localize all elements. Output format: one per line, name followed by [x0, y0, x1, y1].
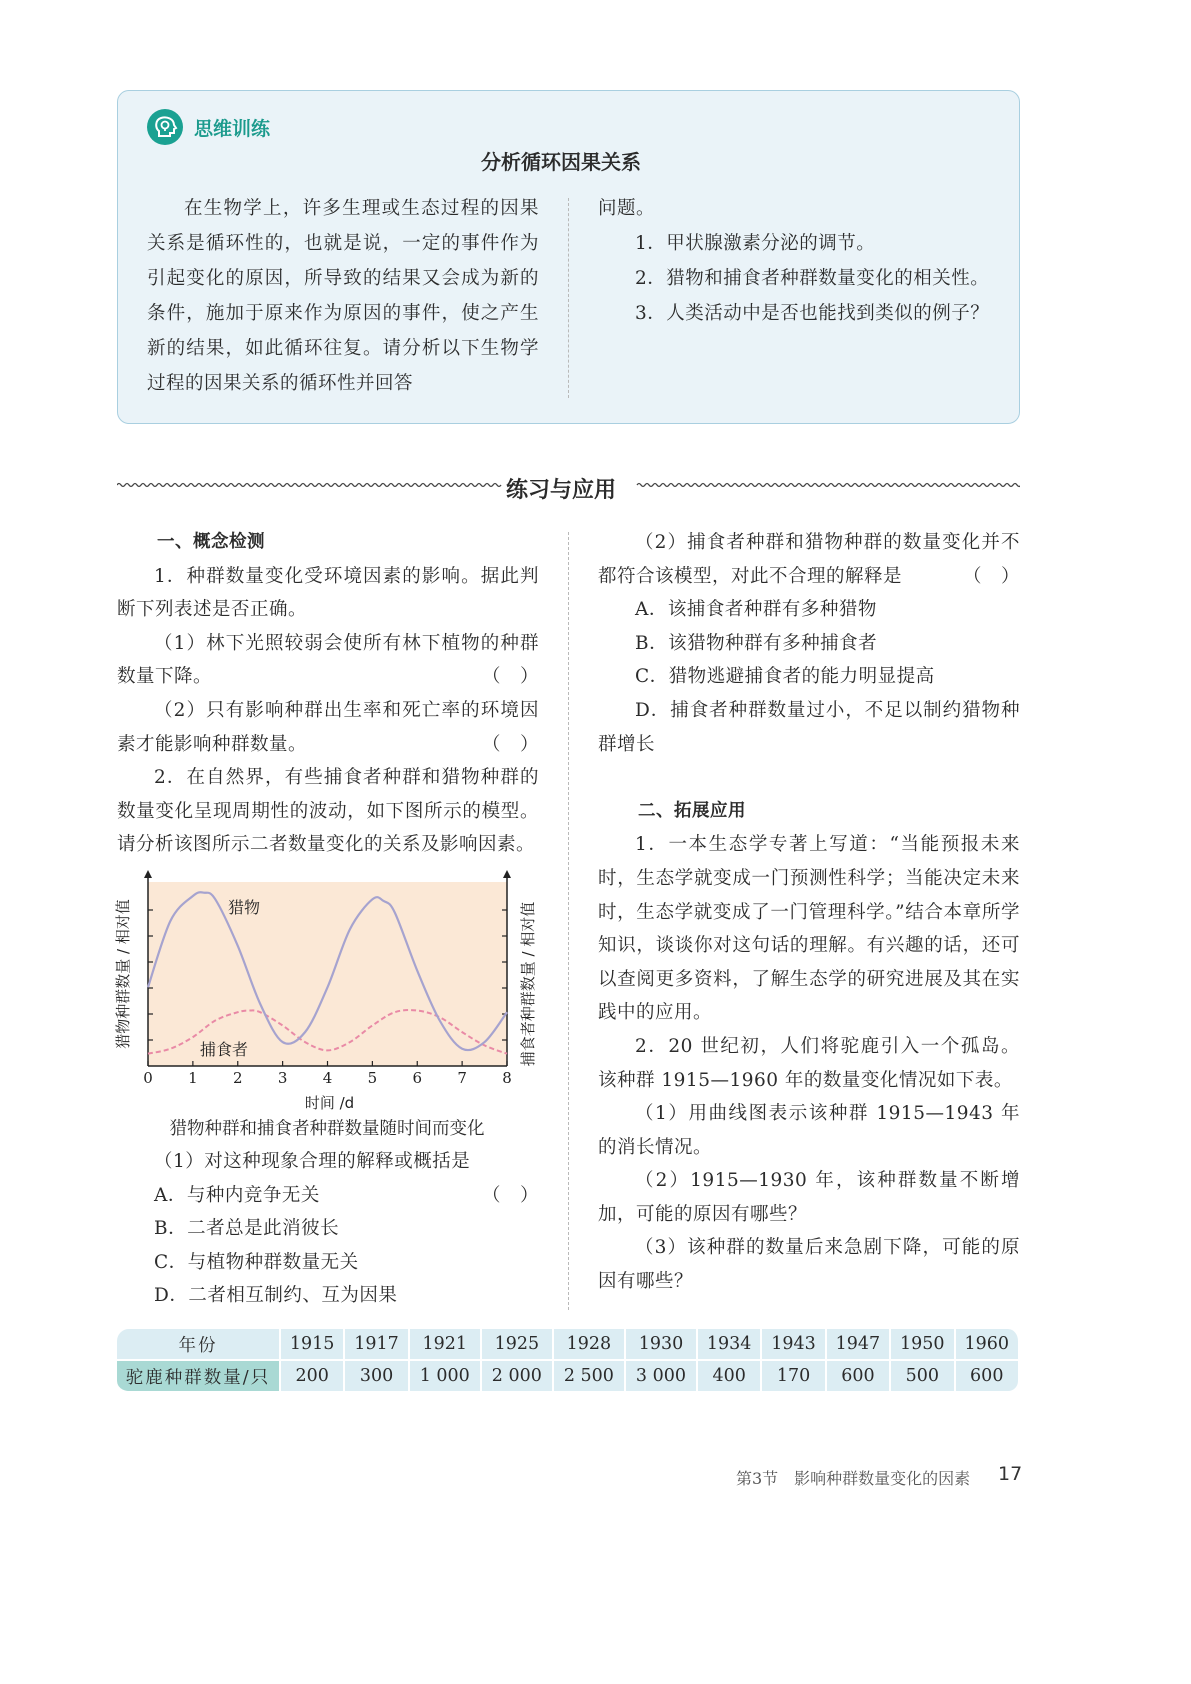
table-cell: 2 000 [482, 1361, 554, 1393]
table-cell: 1943 [762, 1329, 826, 1361]
x-tick-label: 1 [188, 1069, 198, 1087]
heading-concept-check: 一、概念检测 [157, 532, 265, 552]
x-tick-label: 2 [232, 1069, 243, 1087]
x-tick-label: 4 [322, 1069, 333, 1087]
table-cell: 600 [827, 1361, 891, 1393]
x-tick-label: 0 [143, 1069, 153, 1087]
chart-plot-area [148, 882, 507, 1066]
option-d: D．二者相互制约、互为因果 [154, 1285, 398, 1307]
question-1-2: （2）只有影响种群出生率和死亡率的环境因素才能影响种群数量。 （ ） [117, 699, 539, 755]
table-cell: 1947 [827, 1329, 891, 1361]
option-b: B．该猎物种群有多种捕食者 [635, 632, 878, 654]
table-row [117, 1329, 1020, 1361]
table-cell: 1925 [482, 1329, 554, 1361]
thinking-item: 1．甲状腺激素分泌的调节。 [635, 233, 876, 254]
question-2-2: （2）捕食者种群和猎物种群的数量变化并不都符合该模型，对此不合理的解释是 （ ） [598, 532, 1020, 587]
table-cell: 1928 [554, 1329, 626, 1361]
column-divider [568, 198, 569, 398]
table-cell: 170 [762, 1361, 826, 1393]
x-axis-label: 时间 /d [304, 1094, 355, 1112]
option-d: D．捕食者种群数量过小，不足以制约猎物种群增长 [598, 699, 1020, 755]
x-tick-label: 7 [457, 1069, 467, 1087]
right-column [598, 526, 1020, 1299]
table-cell: 2 500 [554, 1361, 626, 1393]
question-2-1: （1）对这种现象合理的解释或概括是 （ ） [154, 1151, 539, 1206]
section-title: 练习与应用 [505, 478, 616, 503]
table-cell: 500 [891, 1361, 955, 1393]
thinking-left-column [147, 191, 539, 401]
column-divider [568, 532, 569, 1310]
thinking-item: 2．猎物和捕食者种群数量变化的相关性。 [635, 268, 990, 289]
extended-question-2-3: （3）该种群的数量后来急剧下降，可能的原因有哪些？ [598, 1237, 1020, 1293]
extended-question-2-2: （2）1915—1930 年，该种群数量不断增加，可能的原因有哪些？ [598, 1170, 1020, 1225]
y-axis-label-right: 捕食者种群数量 / 相对值 [519, 901, 537, 1067]
option-c: C．猎物逃避捕食者的能力明显提高 [635, 666, 935, 688]
table-cell: 1950 [891, 1329, 955, 1361]
table-cell: 1915 [281, 1329, 345, 1361]
table-cell: 200 [281, 1361, 345, 1393]
thinking-label: 思维训练 [194, 118, 271, 140]
x-tick-label: 3 [277, 1069, 288, 1087]
table-cell: 300 [345, 1361, 409, 1393]
extended-question-2-1: （1）用曲线图表示该种群 1915—1943 年的消长情况。 [598, 1103, 1020, 1158]
lightbulb-head-icon [147, 109, 183, 145]
thinking-paragraph: 在生物学上，许多生理或生态过程的因果关系是循环性的，也就是说，一定的事件作为引起变化的原因，所导致的结果又会成为新的条件，施加于原来作为原因的事件，使之产生新的结果，如此循环往复。请分析以下生物学过程的因果关系的循环性并回答 [147, 198, 539, 394]
table-cell: 1930 [626, 1329, 698, 1361]
question-1: 1．种群数量变化受环境因素的影响。据此判断下列表述是否正确。 [117, 565, 539, 621]
option-a: A．该捕食者种群有多种猎物 [635, 599, 877, 621]
x-tick-label: 5 [367, 1069, 378, 1087]
thinking-paragraph-end: 问题。 [598, 198, 656, 219]
table-cell: 3 000 [626, 1361, 698, 1393]
question-2: 2．在自然界，有些捕食者种群和猎物种群的数量变化呈现周期性的波动，如下图所示的模型。请分析该图所示二者数量变化的关系及影响因素。 [117, 767, 539, 856]
table-cell: 1917 [345, 1329, 409, 1361]
x-tick-label: 6 [412, 1069, 423, 1087]
heading-extended-application: 二、拓展应用 [638, 800, 746, 821]
table-header-year: 年份 [117, 1329, 281, 1361]
option-a: A．与种内竞争无关 [154, 1184, 320, 1206]
table-cell: 400 [698, 1361, 762, 1393]
series-label-prey: 猎物 [228, 898, 261, 917]
series-label-predator: 捕食者 [200, 1040, 249, 1059]
option-c: C．与植物种群数量无关 [154, 1251, 359, 1273]
moose-population-table [117, 1329, 1020, 1393]
axis-arrow [144, 870, 152, 878]
table-row [117, 1361, 1020, 1393]
table-header-count: 驼鹿种群数量/只 [117, 1361, 281, 1393]
table-cell: 1934 [698, 1329, 762, 1361]
option-b: B．二者总是此消彼长 [154, 1218, 340, 1240]
chart-caption: 猎物种群和捕食者种群数量随时间而变化 [169, 1119, 485, 1139]
extended-question-1: 1．一本生态学专著上写道：“当能预报未来时，生态学就变成一门预测性科学；当能决定未来时，生态学就变成了一门管理科学。”结合本章所学知识，谈谈你对这句话的理解。有兴趣的话，还可以查阅更多资料，了解生态学的研究进展及其在实践中的应用。 [598, 834, 1020, 1024]
left-column-options [117, 1145, 539, 1313]
table-cell: 1960 [956, 1329, 1021, 1361]
left-column [117, 526, 539, 862]
thinking-item: 3．人类活动中是否也能找到类似的例子？ [635, 303, 990, 324]
question-1-1: （1）林下光照较弱会使所有林下植物的种群数量下降。 （ ） [117, 632, 539, 688]
table-cell: 1 000 [410, 1361, 482, 1393]
extended-question-2: 2．20 世纪初，人们将驼鹿引入一个孤岛。该种群 1915—1960 年的数量变化情况如下表。 [598, 1035, 1020, 1091]
table-cell: 1921 [410, 1329, 482, 1361]
thinking-right-column [598, 191, 990, 331]
axis-arrow [503, 870, 511, 878]
x-tick-label: 8 [502, 1069, 512, 1087]
page-number: 17 [998, 1463, 1023, 1485]
y-axis-label-left: 猎物种群数量 / 相对值 [114, 899, 132, 1049]
thinking-title: 分析循环因果关系 [481, 150, 641, 174]
footer-section-title: 第3节 影响种群数量变化的因素 [736, 1469, 971, 1488]
predator-prey-chart [110, 868, 550, 1118]
table-cell: 600 [956, 1361, 1021, 1393]
